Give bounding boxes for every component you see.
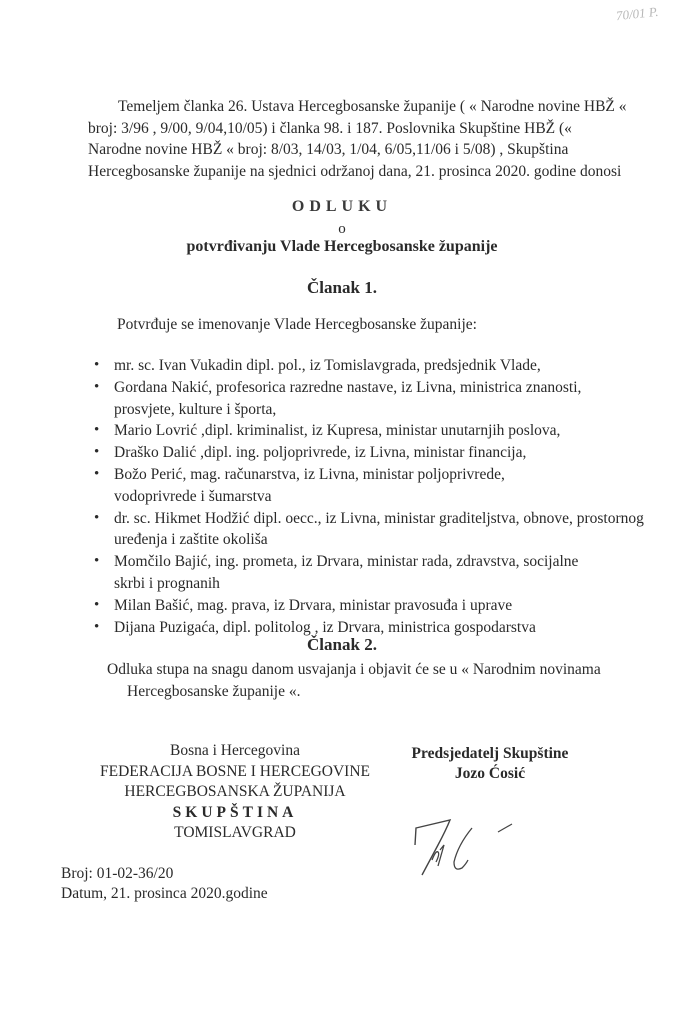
handwritten-signature bbox=[410, 790, 560, 880]
article-2-heading: Članak 2. bbox=[307, 635, 377, 654]
article-1-lead: Potvrđuje se imenovanje Vlade Hercegbosanske županije: bbox=[117, 316, 477, 333]
list-item: • Mario Lovrić ,dipl. kriminalist, iz Kupresa, ministar unutarnjih poslova, bbox=[94, 420, 654, 442]
list-item: • Gordana Nakić, profesorica razredne nastave, iz Livna, ministrica znanosti, prosvjete, kulture i športa, bbox=[94, 377, 654, 421]
list-item: • dr. sc. Hikmet Hodžić dipl. oecc., iz Livna, ministar graditeljstva, obnove, prostornog uređenja i zaštite okoliša bbox=[94, 508, 654, 552]
issuer-country: Bosna i Hercegovina bbox=[170, 742, 300, 759]
list-item: • mr. sc. Ivan Vukadin dipl. pol., iz Tomislavgrada, predsjednik Vlade, bbox=[94, 355, 654, 377]
intro-text: Temeljem članka 26. Ustava Hercegbosanske županije ( « Narodne novine HBŽ « broj: 3/96 , 9/00, 9/04,10/05) i članka 98. i 187. Poslovnika Skupštine HBŽ (« Narodne novine HBŽ « broj: 8/03, 14/03, 1/04, 6/05,11/06 i 5/08) , Skupština Hercegbosanske županije na sjednici održanoj dana, 21. prosinca 2020. godine donosi bbox=[88, 98, 627, 180]
signer-role: Predsjedatelj Skupštine bbox=[411, 745, 569, 762]
signer-name: Jozo Ćosić bbox=[454, 765, 526, 782]
intro-paragraph bbox=[88, 96, 628, 182]
list-item: • Božo Perić, mag. računarstva, iz Livna, ministar poljoprivrede, vodoprivrede i šumarstva bbox=[94, 464, 654, 508]
signer-block bbox=[390, 744, 590, 784]
title-connector: o bbox=[338, 221, 346, 237]
issuer-assembly: SKUPŠTINA bbox=[172, 803, 298, 821]
issuer-block bbox=[85, 741, 385, 844]
issuer-county: HERCEGBOSANSKA ŽUPANIJA bbox=[124, 783, 346, 800]
article-2-text bbox=[107, 659, 627, 703]
list-item: • Dijana Puzigaća, dipl. politolog , iz Drvara, ministrica gospodarstva bbox=[94, 617, 654, 639]
document-subtitle: potvrđivanju Vlade Hercegbosanske županije bbox=[186, 238, 498, 255]
issuer-federation: FEDERACIJA BOSNE I HERCEGOVINE bbox=[100, 762, 370, 780]
reference-number: Broj: 01-02-36/20 bbox=[61, 865, 174, 882]
government-members-list bbox=[94, 355, 654, 638]
article-1-heading: Članak 1. bbox=[307, 278, 377, 297]
issuer-city: TOMISLAVGRAD bbox=[174, 824, 296, 841]
list-item: • Momčilo Bajić, ing. prometa, iz Drvara, ministar rada, zdravstva, socijalne skrbi i prognanih bbox=[94, 551, 654, 595]
list-item: • Draško Dalić ,dipl. ing. poljoprivrede, iz Livna, ministar financija, bbox=[94, 442, 654, 464]
reference-block bbox=[61, 864, 268, 904]
list-item: • Milan Bašić, mag. prava, iz Drvara, ministar pravosuđa i uprave bbox=[94, 595, 654, 617]
handwritten-note: 70/01 P. bbox=[615, 3, 660, 24]
document-title: ODLUKU bbox=[291, 198, 393, 215]
article-2-body: Odluka stupa na snagu danom usvajanja i objavit će se u « Narodnim novinama Hercegbosanske županije «. bbox=[107, 661, 601, 700]
reference-date: Datum, 21. prosinca 2020.godine bbox=[61, 885, 268, 902]
